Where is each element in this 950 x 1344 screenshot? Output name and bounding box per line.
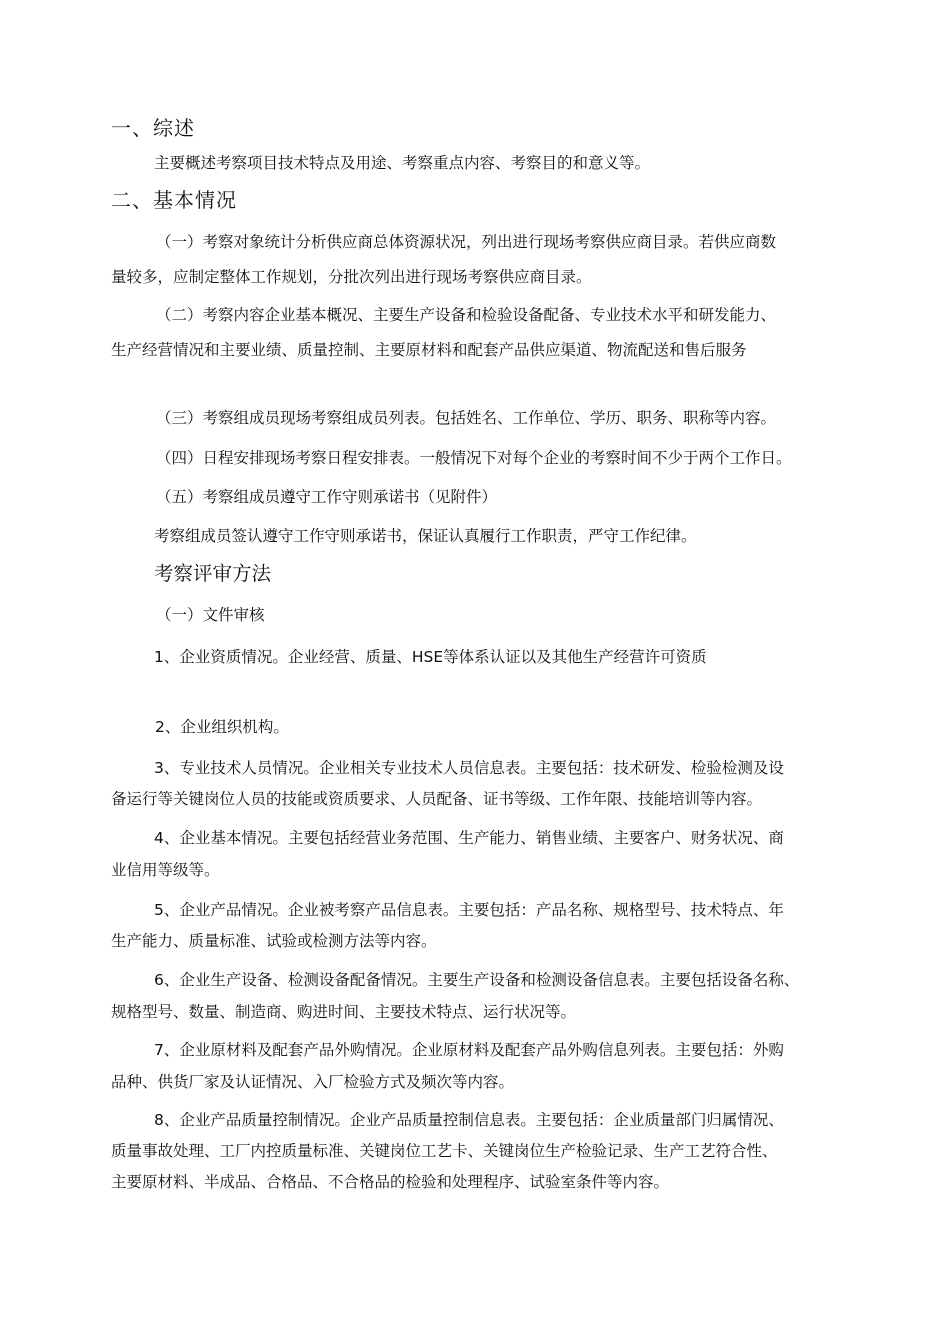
paragraph-line: 生产经营情况和主要业绩、质量控制、主要原材料和配套产品供应渠道、物流配送和售后服务 (111, 341, 747, 359)
list-item: 8、企业产品质量控制情况。企业产品质量控制信息表。主要包括：企业质量部门归属情况、 (154, 1111, 784, 1129)
list-item-continuation: 品种、供货厂家及认证情况、入厂检验方式及频次等内容。 (111, 1073, 515, 1091)
list-item: 2、企业组织机构。 (155, 718, 289, 736)
list-item: 4、企业基本情况。主要包括经营业务范围、生产能力、销售业绩、主要客户、财务状况、商 (154, 829, 784, 847)
paragraph-line: （四）日程安排现场考察日程安排表。一般情况下对每个企业的考察时间不少于两个工作日。 (156, 449, 792, 467)
list-item: 5、企业产品情况。企业被考察产品信息表。主要包括：产品名称、规格型号、技术特点、年 (154, 901, 784, 919)
paragraph-line: 考察组成员签认遵守工作守则承诺书，保证认真履行工作职责，严守工作纪律。 (154, 527, 697, 545)
section-heading-methods: 考察评审方法 (154, 562, 272, 585)
list-item-continuation: 生产能力、质量标准、试验或检测方法等内容。 (111, 932, 437, 950)
paragraph-line: 量较多，应制定整体工作规划，分批次列出进行现场考察供应商目录。 (111, 268, 592, 286)
list-item: 1、企业资质情况。企业经营、质量、HSE等体系认证以及其他生产经营许可资质 (154, 648, 707, 666)
section-heading-basic: 二、基本情况 (111, 188, 237, 212)
list-item-continuation: 主要原材料、半成品、合格品、不合格品的检验和处理程序、试验室条件等内容。 (111, 1173, 670, 1191)
paragraph-line: （五）考察组成员遵守工作守则承诺书（见附件） (156, 488, 498, 506)
subsection-heading: （一）文件审核 (156, 606, 265, 624)
overview-paragraph: 主要概述考察项目技术特点及用途、考察重点内容、考察目的和意义等。 (154, 154, 651, 172)
list-item-continuation: 质量事故处理、工厂内控质量标准、关键岗位工艺卡、关键岗位生产检验记录、生产工艺符合性、 (111, 1142, 778, 1160)
list-item-continuation: 备运行等关键岗位人员的技能或资质要求、人员配备、证书等级、工作年限、技能培训等内容。 (111, 790, 763, 808)
list-item: 6、企业生产设备、检测设备配备情况。主要生产设备和检测设备信息表。主要包括设备名称、 (154, 971, 800, 989)
section-heading-overview: 一、综述 (111, 116, 195, 140)
list-item: 7、企业原材料及配套产品外购情况。企业原材料及配套产品外购信息列表。主要包括：外购 (154, 1041, 784, 1059)
list-item-continuation: 业信用等级等。 (111, 861, 220, 879)
paragraph-line: （一）考察对象统计分析供应商总体资源状况，列出进行现场考察供应商目录。若供应商数 (156, 233, 777, 251)
list-item-continuation: 规格型号、数量、制造商、购进时间、主要技术特点、运行状况等。 (111, 1003, 577, 1021)
list-item: 3、专业技术人员情况。企业相关专业技术人员信息表。主要包括：技术研发、检验检测及设 (154, 759, 784, 777)
paragraph-line: （二）考察内容企业基本概况、主要生产设备和检验设备配备、专业技术水平和研发能力、 (156, 306, 777, 324)
paragraph-line: （三）考察组成员现场考察组成员列表。包括姓名、工作单位、学历、职务、职称等内容。 (156, 409, 777, 427)
